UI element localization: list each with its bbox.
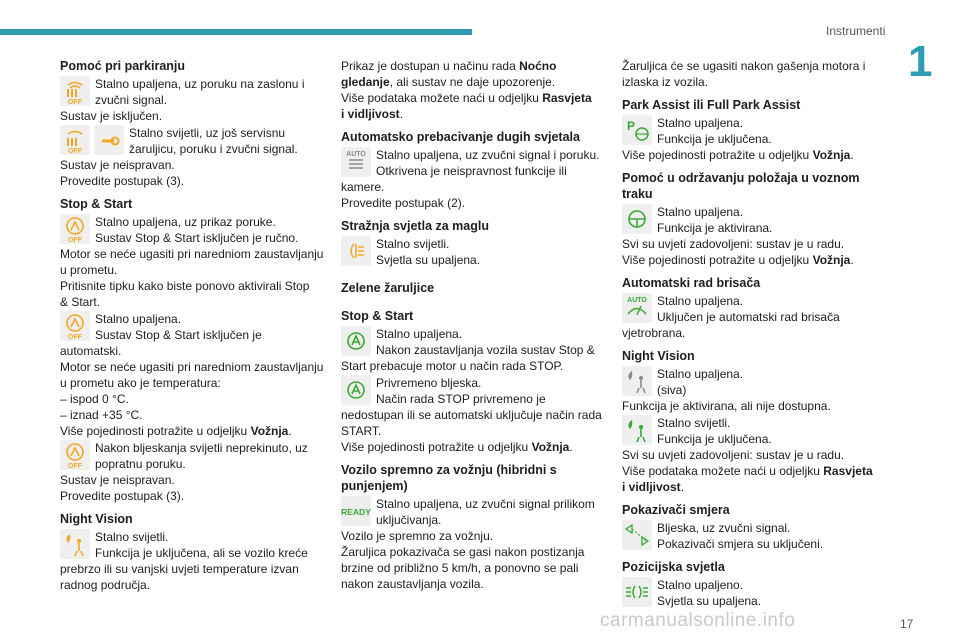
text: Provedite postupak (2). (341, 196, 466, 210)
heading-rear-fog: Stražnja svjetla za maglu (341, 219, 489, 233)
text: Stalno svijetli. (657, 416, 731, 430)
text: Sustav Stop & Start isključen je ručno. (95, 231, 299, 245)
section-title: Instrumenti (826, 24, 886, 38)
text: Pokazivači smjera su uključeni. (657, 537, 824, 551)
entry-nightvision-grey (622, 366, 888, 398)
heading-stop-start-green: Stop & Start (341, 309, 414, 323)
heading-green-lamps: Zelene žaruljice (341, 281, 435, 295)
text: Stalno upaljena. (95, 312, 182, 326)
heading-auto-wipers: Automatski rad brisača (622, 276, 761, 290)
heading-parking-assist: Pomoć pri parkiranju (60, 59, 186, 73)
text: Stalno upaljeno. (657, 578, 744, 592)
text: Funkcija je uključena. (657, 432, 772, 446)
entry-stopstart-fault (60, 440, 326, 472)
text: i vidljivost. (622, 480, 685, 494)
text: START. (341, 424, 382, 438)
text: Provedite postupak (3). (60, 489, 185, 503)
heading-turn-signals: Pokazivači smjera (622, 503, 730, 517)
text: Stalno upaljena. (376, 327, 463, 341)
text: Svi su uvjeti zadovoljeni: sustav je u radu. (622, 448, 845, 462)
heading-auto-high-beam: Automatsko prebacivanje dugih svjetala (341, 130, 580, 144)
entry-parking-fault (60, 125, 326, 157)
parking-icon-label: OFF (68, 99, 82, 106)
chapter-number: 1 (908, 37, 933, 86)
svg-text:AUTO: AUTO (627, 297, 647, 304)
text: Više podataka možete naći u odjeljku Rasvjeta (622, 464, 873, 478)
parking-off-icon (60, 76, 90, 106)
entry-autobeam (341, 147, 607, 179)
column-2 (341, 58, 607, 592)
svg-text:OFF: OFF (68, 334, 82, 341)
text: Pritisnite tipku kako biste ponovo aktivirali Stop (60, 279, 310, 293)
entry-lanepos (622, 204, 888, 236)
text: Stalno upaljena, uz prikaz poruke. (95, 215, 276, 229)
night-vision-icon (622, 415, 652, 445)
night-vision-icon (60, 529, 90, 559)
stop-start-icon (341, 375, 371, 405)
text: Privremeno bljeska. (376, 376, 482, 390)
text: popratnu poruku. (95, 457, 186, 471)
entry-rearfog (341, 236, 607, 268)
entry-stopstart-active (341, 326, 607, 358)
auto-wiper-icon (622, 293, 652, 323)
text: Sustav je neispravan. (60, 473, 175, 487)
entry-nightvision-on (622, 415, 888, 447)
svg-text:AUTO: AUTO (346, 151, 366, 158)
text: u prometu. (60, 263, 118, 277)
heading-night-vision: Night Vision (60, 512, 133, 526)
text: Svi su uvjeti zadovoljeni: sustav je u radu. (622, 237, 845, 251)
heading-park-assist: Park Assist ili Full Park Assist (622, 98, 801, 112)
auto-high-beam-icon (341, 147, 371, 177)
text: Funkcija je uključena, ali se vozilo kreće (95, 546, 308, 560)
text: Sustav je neispravan. (60, 158, 175, 172)
sidelights-icon (622, 577, 652, 607)
text: Stalno svijetli. (376, 237, 450, 251)
text: Stalno upaljena. (657, 367, 744, 381)
column-1 (60, 58, 326, 593)
text: Nakon zaustavljanja vozila sustav Stop & (376, 343, 595, 357)
rear-fog-icon (341, 236, 371, 266)
text: vjetrobrana. (622, 326, 686, 340)
night-vision-icon (622, 366, 652, 396)
text: gledanje, ali sustav ne daje upozorenje. (341, 75, 556, 89)
text: Žaruljica pokazivača se gasi nakon postizanja (341, 545, 585, 559)
text: Više pojedinosti potražite u odjeljku Vožnja. (60, 424, 292, 438)
text: Više pojedinosti potražite u odjeljku Vožnja. (341, 440, 573, 454)
stop-start-icon (341, 326, 371, 356)
watermark: carmanualsonline.info (600, 610, 796, 631)
entry-stopstart-auto (60, 311, 326, 343)
stop-start-off-icon (60, 440, 90, 470)
text: Motor se neće ugasiti pri naredniom zaustavljanju (60, 247, 324, 261)
text: nakon zaustavljanja vozila. (341, 577, 484, 591)
column-3 (622, 58, 888, 609)
text: i vidljivost. (341, 107, 404, 121)
parking-off-icon (60, 125, 90, 155)
entry-turn (622, 520, 888, 552)
text: Stalno upaljena, uz zvučni signal i poruku. (376, 148, 600, 162)
text: u prometu ako je temperatura: (60, 376, 221, 390)
text: Svjetla su upaljena. (657, 594, 762, 608)
text: prebrzo ili su vanjski uvjeti temperature izvan (60, 562, 299, 576)
text: uključivanja. (376, 513, 442, 527)
page-number: 17 (900, 617, 914, 631)
svg-text:OFF: OFF (68, 463, 82, 470)
text: Stalno svijetli, uz još servisnu (129, 126, 286, 140)
turn-signal-icon (622, 520, 652, 550)
text: Svjetla su upaljena. (376, 253, 481, 267)
text: Više pojedinosti potražite u odjeljku Vožnja. (622, 148, 854, 162)
heading-lane-positioning: Pomoć u održavanju položaja u voznom traku (622, 171, 860, 201)
svg-text:P: P (626, 119, 636, 133)
entry-parkassist (622, 115, 888, 147)
wrench-icon (94, 125, 124, 155)
text: Stalno upaljena. (657, 205, 744, 219)
text: Otkrivena je neispravnost funkcije ili (376, 164, 567, 178)
entry-ready (341, 496, 607, 528)
text: Nakon bljeskanja svijetli neprekinuto, uz (95, 441, 308, 455)
text: Stalno upaljena, uz zvučni signal prilikom (376, 497, 595, 511)
park-assist-icon (622, 115, 652, 145)
text: Funkcija je uključena. (657, 132, 772, 146)
text: Provedite postupak (3). (60, 174, 185, 188)
text: Start prebacuje motor u način rada STOP. (341, 359, 564, 373)
text: Žaruljica će se ugasiti nakon gašenja motora i (622, 59, 866, 73)
text: Funkcija je aktivirana. (657, 221, 773, 235)
text: Više podataka možete naći u odjeljku Rasvjeta (341, 91, 592, 105)
heading-night-vision-green: Night Vision (622, 349, 695, 363)
text: Motor se neće ugasiti pri naredniom zaustavljanju (60, 360, 324, 374)
text: & Start. (60, 295, 101, 309)
entry-stopstart-flash (341, 375, 607, 407)
text: Stalno upaljena. (657, 116, 744, 130)
entry-parking-off (60, 76, 326, 108)
entry-stopstart-manual (60, 214, 326, 246)
text: Sustav je isključen. (60, 109, 163, 123)
link-vozenja: Vožnja (250, 424, 289, 438)
text: Sustav Stop & Start isključen je (95, 328, 262, 342)
text: automatski. (60, 344, 122, 358)
text: Način rada STOP privremeno je (376, 392, 546, 406)
svg-text:OFF: OFF (68, 148, 82, 155)
steering-wheel-icon (622, 204, 652, 234)
heading-ready: Vozilo spremno za vožnju (hibridni s punjenjem) (341, 463, 557, 493)
text: Stalno svijetli. (95, 530, 169, 544)
text: – iznad +35 °C. (60, 408, 143, 422)
heading-stop-start: Stop & Start (60, 197, 133, 211)
svg-text:OFF: OFF (68, 237, 82, 244)
text: kamere. (341, 180, 385, 194)
entry-nightvision (60, 529, 326, 561)
text: Bljeska, uz zvučni signal. (657, 521, 791, 535)
stop-start-off-icon (60, 214, 90, 244)
entry-wipers (622, 293, 888, 325)
text: Stalno upaljena. (657, 294, 744, 308)
header-accent-bar (0, 29, 472, 35)
text: – ispod 0 °C. (60, 392, 129, 406)
text: Uključen je automatski rad brisača (657, 310, 840, 324)
heading-sidelights: Pozicijska svjetla (622, 560, 725, 574)
text: izlaska iz vozila. (622, 75, 709, 89)
text: zvučni signal. (95, 93, 168, 107)
text: radnog područja. (60, 578, 151, 592)
text: nedostupan ili se automatski uključuje način rada (341, 408, 602, 422)
text: Više pojedinosti potražite u odjeljku Vožnja. (622, 253, 854, 267)
text: brzine od približno 5 km/h, a ponovno se pali (341, 561, 579, 575)
text: Prikaz je dostupan u načinu rada Noćno (341, 59, 557, 73)
text: žaruljicu, poruku i zvučni signal. (129, 142, 298, 156)
text: Vozilo je spremno za vožnju. (341, 529, 494, 543)
svg-text:READY: READY (341, 507, 371, 517)
stop-start-off-icon (60, 311, 90, 341)
text: Funkcija je aktivirana, ali nije dostupna. (622, 399, 831, 413)
text: (siva) (657, 383, 687, 397)
entry-sidelights (622, 577, 888, 609)
ready-icon (341, 496, 371, 526)
text: Stalno upaljena, uz poruku na zaslonu i (95, 77, 305, 91)
